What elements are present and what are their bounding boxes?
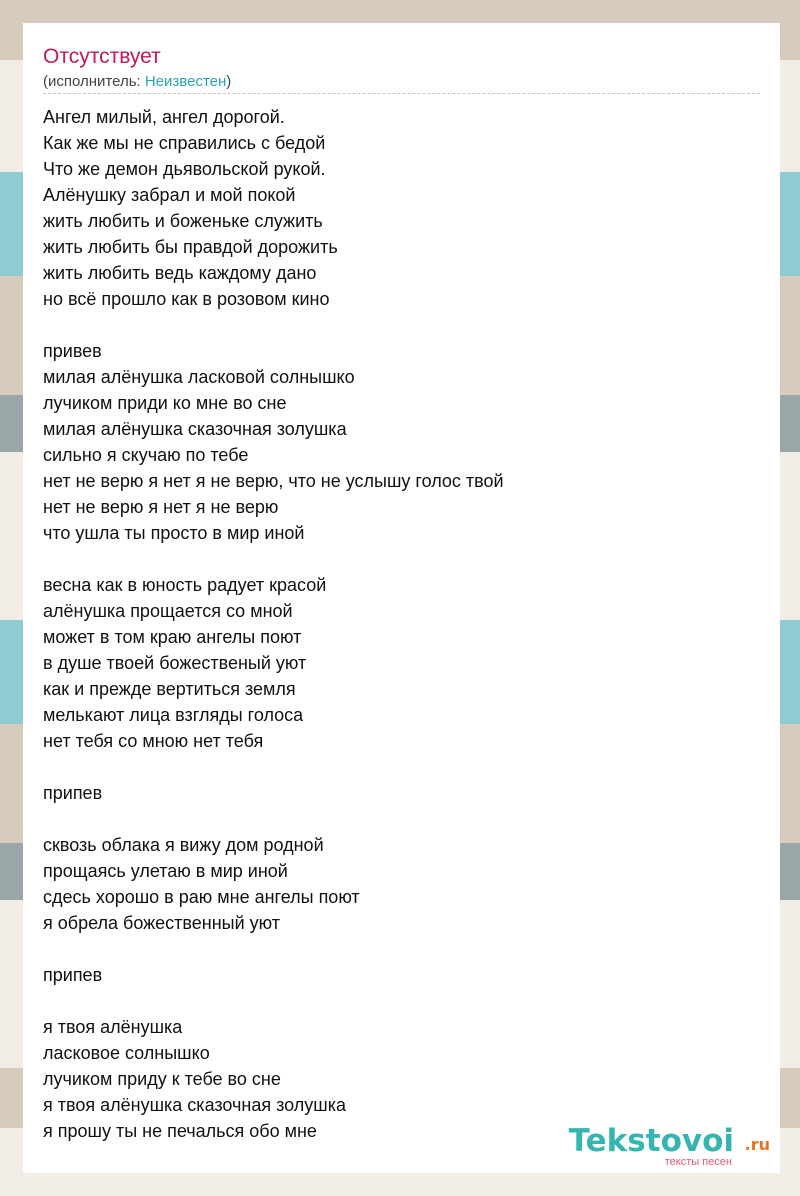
lyrics-line: я обрела божественный уют [43, 913, 281, 933]
artist-link[interactable]: Неизвестен [144, 73, 227, 90]
lyrics-line: как и прежде вертиться земля [43, 679, 296, 699]
lyrics-line: я твоя алёнушка сказочная золушка [43, 1095, 347, 1115]
lyrics-line: Как же мы не справились с бедой [43, 133, 326, 153]
lyrics-line: сдесь хорошо в раю мне ангелы поют [43, 887, 360, 907]
lyrics-line: алёнушка прощается со мной [43, 601, 293, 621]
lyrics-line: нет не верю я нет я не верю, что не услышу голос твой [43, 471, 504, 491]
lyrics-line: Алёнушку забрал и мой покой [43, 185, 296, 205]
lyrics-line: сильно я скучаю по тебе [43, 445, 249, 465]
artist-line [43, 72, 231, 92]
lyrics-line: милая алёнушка сказочная золушка [43, 419, 347, 439]
lyrics-line: жить любить ведь каждому дано [43, 263, 317, 283]
lyrics-line: я твоя алёнушка [43, 1017, 183, 1037]
lyrics-line: в душе твоей божественый уют [43, 653, 307, 673]
lyrics-blank-line [43, 806, 763, 832]
lyrics-line: нет тебя со мною нет тебя [43, 731, 264, 751]
lyrics-blank-line [43, 546, 763, 572]
lyrics-line: может в том краю ангелы поют [43, 627, 302, 647]
site-logo[interactable] [560, 1123, 770, 1171]
lyrics-blank-line [43, 936, 763, 962]
lyrics-blank-line [43, 312, 763, 338]
lyrics-line: Что же демон дьявольской рукой. [43, 159, 326, 179]
lyrics-line: ласковое солнышко [43, 1043, 210, 1063]
title-divider [43, 93, 760, 94]
lyrics-card [23, 23, 780, 1173]
lyrics-line: мелькают лица взгляды голоса [43, 705, 304, 725]
lyrics-line: лучиком приду к тебе во сне [43, 1069, 281, 1089]
lyrics-line: прощаясь улетаю в мир иной [43, 861, 288, 881]
lyrics-line: что ушла ты просто в мир иной [43, 523, 305, 543]
lyrics-line: нет не верю я нет я не верю [43, 497, 279, 517]
lyrics-line: весна как в юность радует красой [43, 575, 327, 595]
logo-subtitle: тексты песен [664, 1156, 732, 1168]
lyrics-line: милая алёнушка ласковой солнышко [43, 367, 355, 387]
lyrics-blank-line [43, 754, 763, 780]
artist-suffix: ) [226, 73, 232, 90]
lyrics-line: Ангел милый, ангел дорогой. [43, 107, 285, 127]
logo-main-text: Tekstovoi [568, 1123, 734, 1159]
lyrics-line: я прошу ты не печалься обо мне [43, 1121, 317, 1141]
logo-tld-text: .ru [744, 1135, 770, 1154]
lyrics-line: припев [43, 783, 103, 803]
lyrics-line: жить любить и боженьке служить [43, 211, 323, 231]
artist-prefix: (исполнитель: [43, 73, 145, 90]
song-title: Отсутствует [43, 45, 161, 68]
lyrics-line: припев [43, 965, 103, 985]
lyrics-line: привев [43, 341, 102, 361]
lyrics-line: сквозь облака я вижу дом родной [43, 835, 324, 855]
lyrics-line: лучиком приди ко мне во сне [43, 393, 287, 413]
lyrics-blank-line [43, 988, 763, 1014]
lyrics-line: жить любить бы правдой дорожить [43, 237, 338, 257]
lyrics-text [43, 104, 763, 1144]
lyrics-line: но всё прошло как в розовом кино [43, 289, 330, 309]
